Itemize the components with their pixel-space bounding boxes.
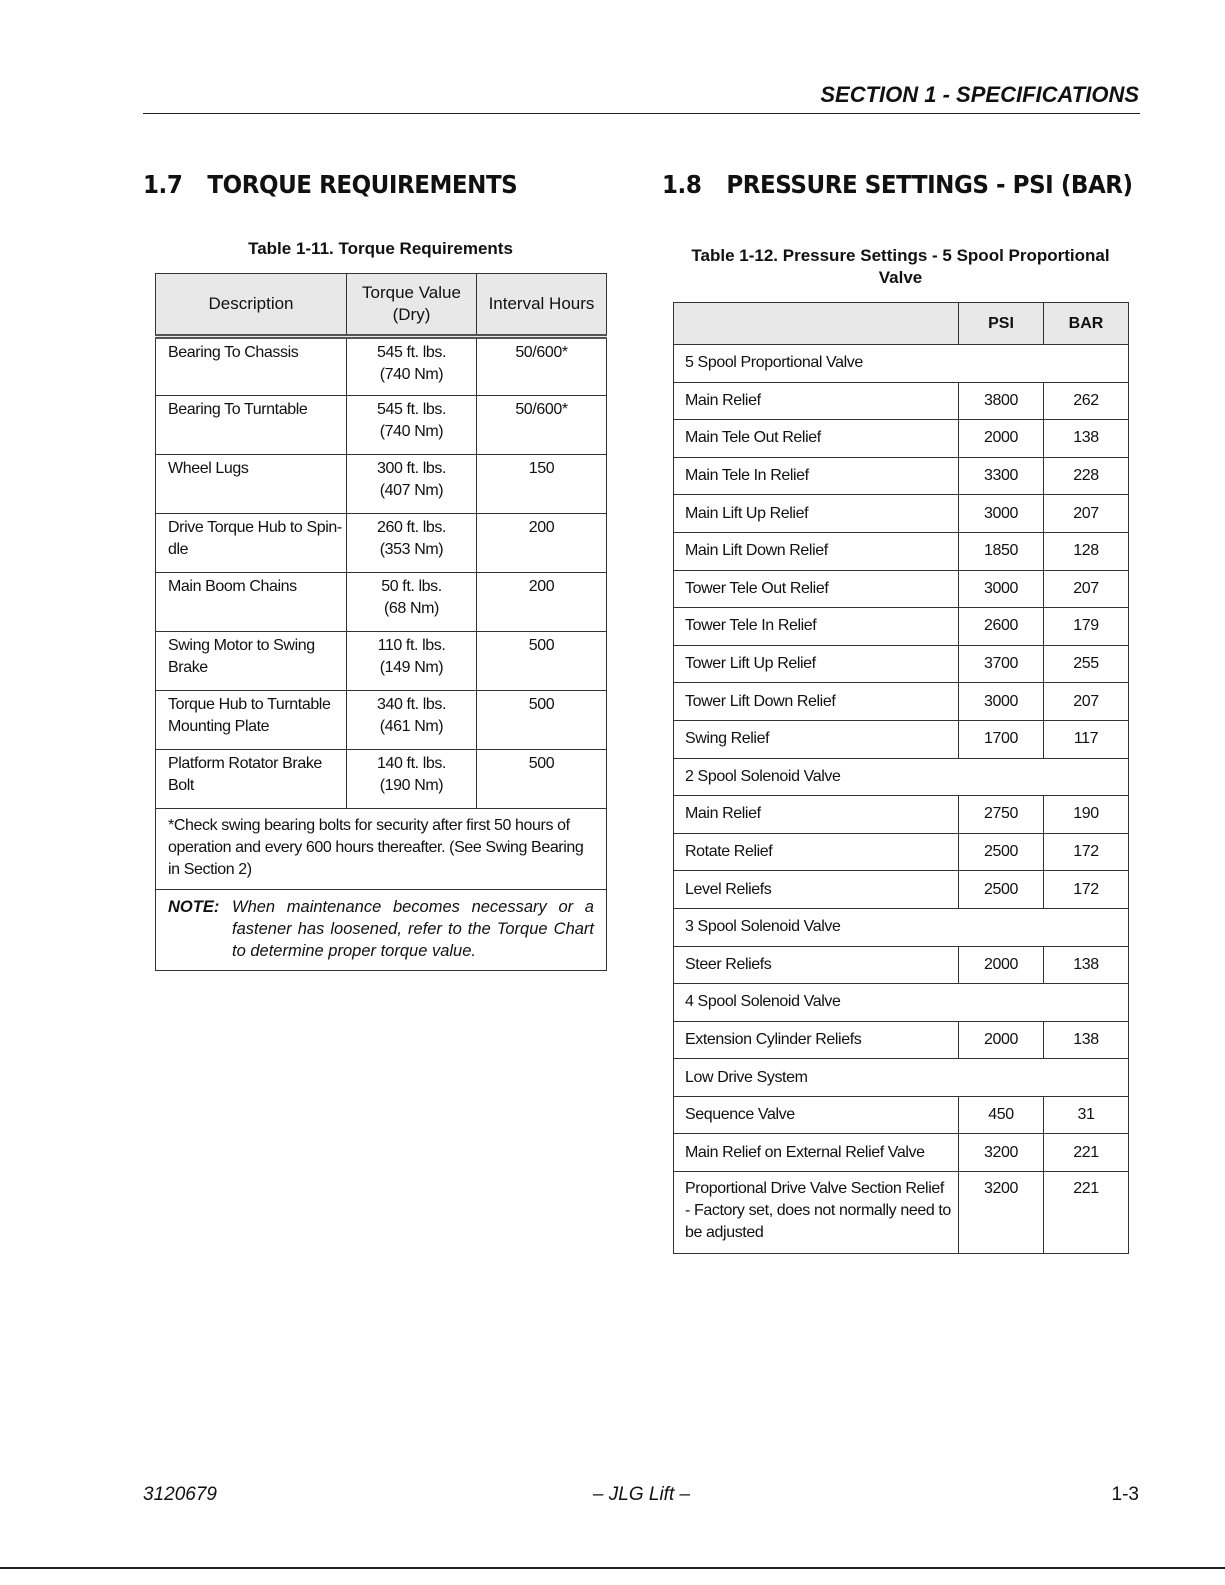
bar-cell: 207	[1044, 495, 1129, 533]
bottom-divider	[0, 1567, 1225, 1569]
psi-cell: 3000	[959, 495, 1044, 533]
torque-value-imperial: 340 ft. lbs.	[376, 696, 447, 713]
section-number: 1.7	[143, 170, 183, 199]
column-header-bar: BAR	[1044, 303, 1129, 345]
torque-description-cell: Swing Motor to Swing Brake	[156, 632, 347, 691]
relief-name-cell: Tower Tele In Relief	[674, 608, 959, 646]
bar-cell: 255	[1044, 645, 1129, 683]
psi-cell: 3700	[959, 645, 1044, 683]
pressure-settings-table	[673, 302, 1129, 1254]
torque-value-imperial: 50 ft. lbs.	[381, 578, 442, 595]
torque-value-metric: (353 Nm)	[379, 541, 444, 558]
interval-hours-cell: 500	[477, 632, 607, 691]
torque-description-cell: Bearing To Chassis	[156, 337, 347, 396]
bar-cell: 138	[1044, 946, 1129, 984]
table-row	[674, 420, 1129, 458]
relief-name-cell: Steer Reliefs	[674, 946, 959, 984]
torque-value-imperial: 140 ft. lbs.	[376, 755, 447, 772]
interval-hours-cell: 50/600*	[477, 396, 607, 455]
relief-name-cell: Extension Cylinder Reliefs	[674, 1021, 959, 1059]
table-row	[156, 632, 607, 691]
torque-value-metric: (407 Nm)	[379, 482, 444, 499]
torque-value-imperial: 110 ft. lbs.	[377, 637, 446, 654]
bar-cell: 128	[1044, 532, 1129, 570]
bar-cell: 117	[1044, 720, 1129, 758]
psi-cell: 2500	[959, 833, 1044, 871]
group-row	[674, 908, 1129, 946]
column-header-name	[674, 303, 959, 345]
bar-cell: 172	[1044, 871, 1129, 909]
table-row	[674, 1096, 1129, 1134]
psi-cell: 1850	[959, 532, 1044, 570]
bar-cell: 221	[1044, 1172, 1129, 1254]
torque-description-cell: Drive Torque Hub to Spin-dle	[156, 514, 347, 573]
relief-name-cell: Tower Lift Up Relief	[674, 645, 959, 683]
torque-value-metric: (740 Nm)	[379, 423, 444, 440]
group-row	[674, 984, 1129, 1022]
note-label: NOTE:	[168, 898, 220, 916]
torque-value-imperial: 260 ft. lbs.	[376, 519, 447, 536]
psi-cell: 3200	[959, 1134, 1044, 1172]
psi-cell: 450	[959, 1096, 1044, 1134]
relief-name-cell: Rotate Relief	[674, 833, 959, 871]
relief-name-cell: Main Relief on External Relief Valve	[674, 1134, 959, 1172]
table-row	[674, 1021, 1129, 1059]
relief-name-cell: Proportional Drive Valve Section Relief - Factory set, does not normally need to be adjusted	[674, 1172, 959, 1254]
relief-name-cell: Main Relief	[674, 796, 959, 834]
torque-value-cell	[347, 337, 477, 396]
relief-name-cell: Swing Relief	[674, 720, 959, 758]
torque-description-cell: Platform Rotator Brake Bolt	[156, 750, 347, 809]
table-row	[674, 683, 1129, 721]
relief-name-cell: Main Tele In Relief	[674, 457, 959, 495]
torque-description-cell: Torque Hub to Turntable Mounting Plate	[156, 691, 347, 750]
torque-footnote: *Check swing bearing bolts for security after first 50 hours of operation and every 600 hours thereafter. (See Swing Bearing in Section 2)	[156, 809, 607, 890]
valve-group-label: 3 Spool Solenoid Valve	[674, 908, 1129, 946]
torque-value-metric: (149 Nm)	[379, 659, 444, 676]
footer-doc-number: 3120679	[143, 1484, 217, 1505]
table-row	[674, 720, 1129, 758]
torque-requirements-table	[155, 273, 607, 971]
table-row	[156, 691, 607, 750]
torque-value-cell	[347, 396, 477, 455]
footer-center-text: – JLG Lift –	[592, 1484, 691, 1505]
section-header-title: SECTION 1 - SPECIFICATIONS	[820, 82, 1139, 107]
table-row	[156, 396, 607, 455]
note-row	[156, 890, 607, 971]
psi-cell: 2000	[959, 946, 1044, 984]
torque-description-cell: Main Boom Chains	[156, 573, 347, 632]
torque-description-cell: Bearing To Turntable	[156, 396, 347, 455]
group-row	[674, 1059, 1129, 1097]
pressure-table-caption: Table 1-12. Pressure Settings - 5 Spool Proportional Valve	[691, 246, 1110, 287]
interval-hours-cell: 200	[477, 573, 607, 632]
torque-description-cell: Wheel Lugs	[156, 455, 347, 514]
bar-cell: 190	[1044, 796, 1129, 834]
table-row	[156, 750, 607, 809]
table-row	[674, 871, 1129, 909]
interval-hours-cell: 50/600*	[477, 337, 607, 396]
interval-hours-cell: 500	[477, 691, 607, 750]
psi-cell: 2000	[959, 420, 1044, 458]
bar-cell: 138	[1044, 1021, 1129, 1059]
table-row	[674, 833, 1129, 871]
table-row	[156, 455, 607, 514]
column-header-description: Description	[156, 274, 347, 337]
torque-value-imperial: 545 ft. lbs.	[376, 401, 447, 418]
psi-cell: 2600	[959, 608, 1044, 646]
table-row	[674, 1172, 1129, 1254]
table-row	[674, 570, 1129, 608]
bar-cell: 138	[1044, 420, 1129, 458]
interval-hours-cell: 500	[477, 750, 607, 809]
table-row	[674, 796, 1129, 834]
table-header-row	[156, 274, 607, 337]
table-row	[674, 645, 1129, 683]
bar-cell: 262	[1044, 382, 1129, 420]
psi-cell: 2000	[959, 1021, 1044, 1059]
section-heading-torque	[143, 170, 517, 199]
relief-name-cell: Tower Lift Down Relief	[674, 683, 959, 721]
relief-name-cell: Level Reliefs	[674, 871, 959, 909]
bar-cell: 172	[1044, 833, 1129, 871]
table-row	[674, 495, 1129, 533]
torque-value-imperial: 300 ft. lbs.	[376, 460, 447, 477]
bar-cell: 228	[1044, 457, 1129, 495]
table-row	[156, 337, 607, 396]
valve-group-label: 5 Spool Proportional Valve	[674, 345, 1129, 383]
column-header-psi: PSI	[959, 303, 1044, 345]
bar-cell: 207	[1044, 570, 1129, 608]
torque-value-cell	[347, 691, 477, 750]
table-row	[674, 608, 1129, 646]
torque-value-imperial: 545 ft. lbs.	[376, 344, 447, 361]
table-row	[156, 514, 607, 573]
psi-cell: 2500	[959, 871, 1044, 909]
psi-cell: 2750	[959, 796, 1044, 834]
relief-name-cell: Main Tele Out Relief	[674, 420, 959, 458]
column-header-interval: Interval Hours	[477, 274, 607, 337]
footer-page-number: 1-3	[1111, 1484, 1139, 1505]
bar-cell: 221	[1044, 1134, 1129, 1172]
table-row	[674, 946, 1129, 984]
torque-value-cell	[347, 750, 477, 809]
footnote-row	[156, 809, 607, 890]
valve-group-label: 2 Spool Solenoid Valve	[674, 758, 1129, 796]
group-row	[674, 345, 1129, 383]
bar-cell: 179	[1044, 608, 1129, 646]
torque-value-metric: (68 Nm)	[384, 600, 439, 617]
bar-cell: 31	[1044, 1096, 1129, 1134]
section-heading-pressure	[662, 170, 1133, 199]
table-row	[674, 532, 1129, 570]
psi-cell: 3000	[959, 683, 1044, 721]
psi-cell: 3000	[959, 570, 1044, 608]
table-row	[674, 1134, 1129, 1172]
relief-name-cell: Main Relief	[674, 382, 959, 420]
interval-hours-cell: 200	[477, 514, 607, 573]
column-header-torque: Torque Value (Dry)	[347, 274, 477, 337]
psi-cell: 3800	[959, 382, 1044, 420]
torque-note	[156, 890, 607, 971]
psi-cell: 1700	[959, 720, 1044, 758]
relief-name-cell: Tower Tele Out Relief	[674, 570, 959, 608]
valve-group-label: Low Drive System	[674, 1059, 1129, 1097]
bar-cell: 207	[1044, 683, 1129, 721]
header-divider	[143, 113, 1140, 114]
torque-table-caption: Table 1-11. Torque Requirements	[248, 239, 513, 258]
table-header-row	[674, 303, 1129, 345]
section-number: 1.8	[662, 170, 702, 199]
psi-cell: 3200	[959, 1172, 1044, 1254]
relief-name-cell: Main Lift Down Relief	[674, 532, 959, 570]
table-row	[156, 573, 607, 632]
torque-value-metric: (461 Nm)	[379, 718, 444, 735]
relief-name-cell: Sequence Valve	[674, 1096, 959, 1134]
torque-value-cell	[347, 632, 477, 691]
section-title: TORQUE REQUIREMENTS	[207, 170, 518, 199]
table-row	[674, 457, 1129, 495]
valve-group-label: 4 Spool Solenoid Valve	[674, 984, 1129, 1022]
torque-value-cell	[347, 514, 477, 573]
interval-hours-cell: 150	[477, 455, 607, 514]
psi-cell: 3300	[959, 457, 1044, 495]
section-title: PRESSURE SETTINGS - PSI (BAR)	[726, 170, 1133, 199]
table-row	[674, 382, 1129, 420]
torque-value-metric: (740 Nm)	[379, 366, 444, 383]
group-row	[674, 758, 1129, 796]
torque-value-cell	[347, 573, 477, 632]
torque-value-cell	[347, 455, 477, 514]
relief-name-cell: Main Lift Up Relief	[674, 495, 959, 533]
note-text: When maintenance becomes necessary or a fastener has loosened, refer to the Torque Chart to determine proper torque value.	[232, 898, 594, 960]
torque-value-metric: (190 Nm)	[379, 777, 444, 794]
